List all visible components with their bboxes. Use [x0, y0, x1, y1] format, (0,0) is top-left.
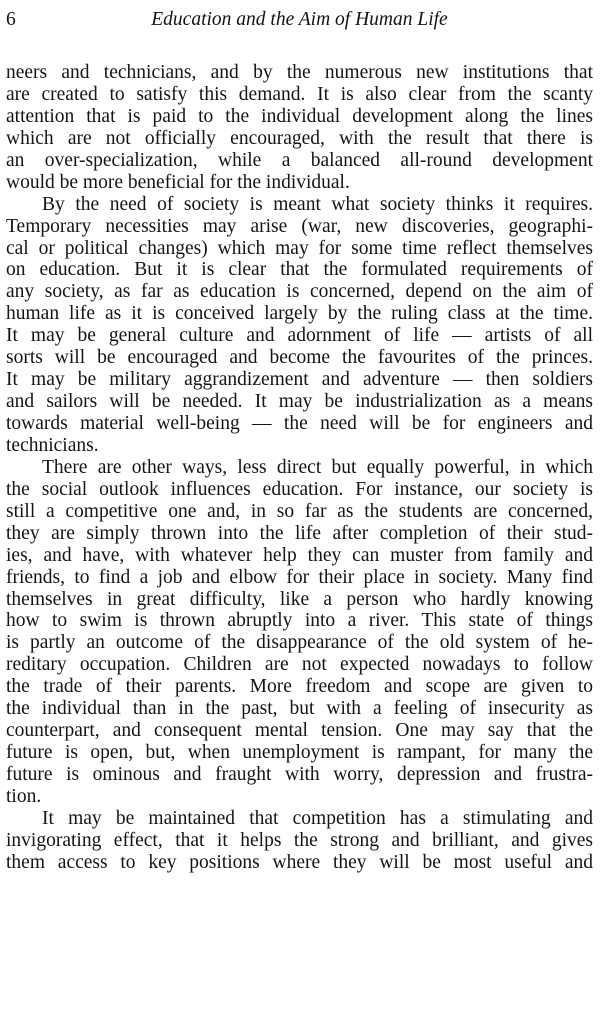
- text-line: It may be military aggrandizement and adventure — then soldiers: [6, 369, 593, 391]
- text-line: would be more beneficial for the individual.: [6, 171, 350, 193]
- text-line: friends, to find a job and elbow for their place in society. Many find: [6, 566, 593, 588]
- text-line: attention that is paid to the individual development along the lines: [6, 105, 593, 127]
- paragraph: [6, 62, 593, 194]
- text-line: It may be general culture and adornment of life — artists of all: [6, 325, 593, 347]
- text-line: By the need of society is meant what society thinks it requires.: [42, 193, 593, 215]
- text-line: There are other ways, less direct but equally powerful, in which: [42, 456, 593, 478]
- text-line: counterpart, and consequent mental tension. One may say that the: [6, 720, 593, 742]
- paragraph: [6, 194, 593, 457]
- text-line: them access to key positions where they will be most useful and: [6, 851, 593, 873]
- text-line: is partly an outcome of the disappearance of the old system of he-: [6, 632, 593, 654]
- body-text: [6, 62, 593, 874]
- text-line: ies, and have, with whatever help they can muster from family and: [6, 544, 593, 566]
- text-line: towards material well-being — the need will be for engineers and: [6, 413, 593, 434]
- text-line: the trade of their parents. More freedom and scope are given to: [6, 676, 593, 698]
- text-line: and sailors will be needed. It may be industrialization as a means: [6, 391, 593, 413]
- text-line: any society, as far as education is concerned, depend on the aim of: [6, 281, 593, 303]
- text-line: are created to satisfy this demand. It is also clear from the scanty: [6, 83, 593, 105]
- text-line: It may be maintained that competition has a stimulating and: [42, 807, 593, 829]
- text-line: they are simply thrown into the life after completion of their stud-: [6, 522, 593, 544]
- running-head: [6, 0, 593, 40]
- text-line: technicians.: [6, 434, 99, 456]
- text-line: cal or political changes) which may for some time reflect themselves: [6, 237, 593, 259]
- text-line: human life as it is conceived largely by the ruling class at the time.: [6, 303, 593, 325]
- text-line: which are not officially encouraged, with the result that there is: [6, 127, 593, 149]
- text-line: future is open, but, when unemployment is rampant, for many the: [6, 742, 593, 764]
- text-line: Temporary necessities may arise (war, new discoveries, geographi-: [6, 215, 593, 237]
- text-line: invigorating effect, that it helps the strong and brilliant, and gives: [6, 829, 593, 851]
- page-number: 6: [6, 9, 16, 30]
- text-line: sorts will be encouraged and become the favourites of the princes.: [6, 347, 593, 369]
- chapter-title: Education and the Aim of Human Life: [151, 9, 448, 30]
- text-line: themselves in great difficulty, like a person who hardly knowing: [6, 588, 593, 610]
- text-line: the individual than in the past, but with a feeling of insecurity as: [6, 698, 593, 720]
- text-line: neers and technicians, and by the numerous new institutions that: [6, 62, 593, 83]
- text-line: tion.: [6, 785, 42, 807]
- text-line: the social outlook influences education. For instance, our society is: [6, 478, 593, 500]
- text-line: reditary occupation. Children are not expected nowadays to follow: [6, 654, 593, 676]
- text-line: still a competitive one and, in so far as the students are concerned,: [6, 500, 593, 522]
- paragraph: [6, 808, 593, 874]
- text-line: how to swim is thrown abruptly into a river. This state of things: [6, 610, 593, 632]
- book-page: [6, 0, 593, 1036]
- paragraph: [6, 457, 593, 808]
- text-line: on education. But it is clear that the formulated requirements of: [6, 259, 593, 281]
- text-line: an over-specialization, while a balanced all-round development: [6, 149, 593, 171]
- text-line: future is ominous and fraught with worry, depression and frustra-: [6, 764, 593, 785]
